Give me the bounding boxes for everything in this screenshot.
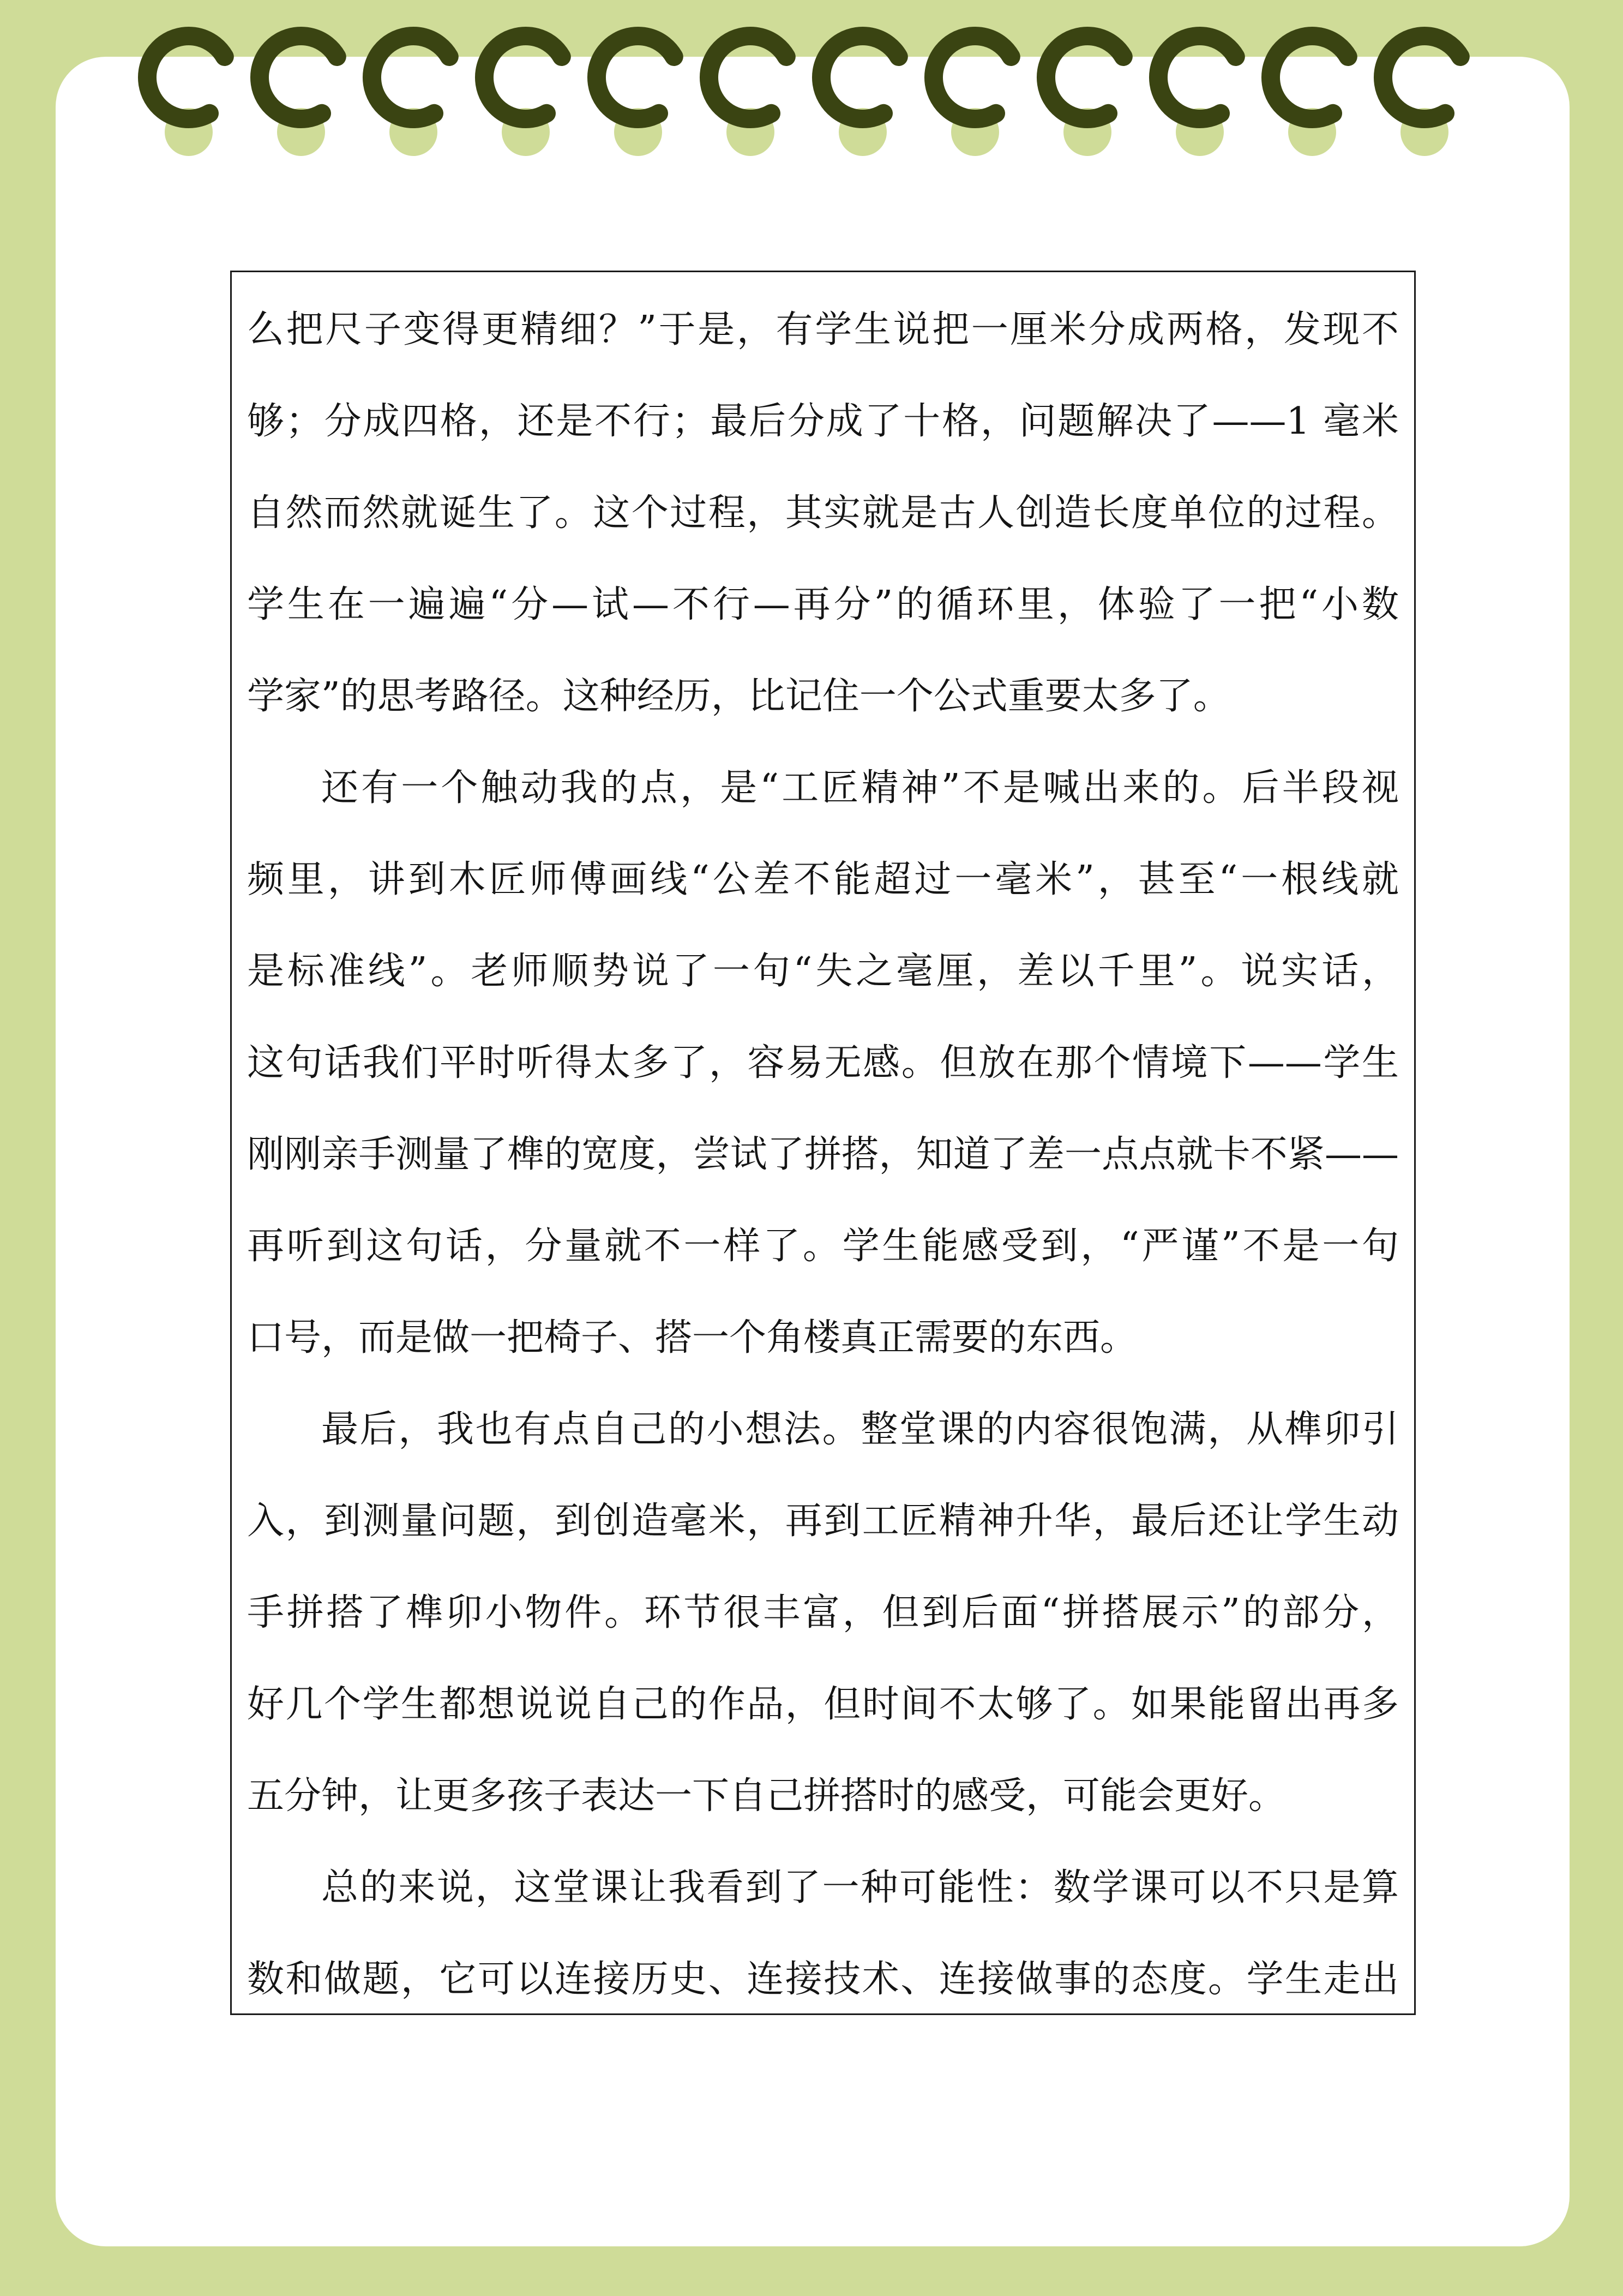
spiral-ring-icon: [1271, 36, 1348, 119]
text-line: 学生在一遍遍“分—试—不行—再分”的循环里，体验了一把“小数: [247, 583, 1399, 626]
paragraph-start-line: 还有一个触动我的点，是“工匠精神”不是喊出来的。后半段视: [321, 766, 1399, 810]
spiral-ring-icon: [597, 36, 674, 119]
spiral-ring-icon: [484, 36, 562, 119]
text-line: 学家”的思考路径。这种经历，比记住一个公式重要太多了。: [247, 675, 1230, 718]
spiral-ring-icon: [821, 36, 899, 119]
text-line: 频里，讲到木匠师傅画线“公差不能超过一毫米”，甚至“一根线就: [247, 858, 1399, 901]
paragraph-start-line: 总的来说，这堂课让我看到了一种可能性：数学课可以不只是算: [321, 1866, 1399, 1909]
text-line: 五分钟，让更多孩子表达一下自己拼搭时的感受，可能会更好。: [247, 1775, 1286, 1818]
text-line: 么把尺子变得更精细？”于是，有学生说把一厘米分成两格，发现不: [247, 308, 1399, 351]
text-line: 是标准线”。老师顺势说了一句“失之毫厘，差以千里”。说实话，: [247, 950, 1399, 993]
spiral-ring-icon: [934, 36, 1011, 119]
spiral-binding: [0, 0, 1623, 164]
text-line: 好几个学生都想说说自己的作品，但时间不太够了。如果能留出再多: [247, 1683, 1399, 1726]
spiral-ring-icon: [1158, 36, 1236, 119]
text-frame: [230, 271, 1416, 2015]
text-line: 自然而然就诞生了。这个过程，其实就是古人创造长度单位的过程。: [247, 491, 1399, 535]
paragraph-start-line: 最后，我也有点自己的小想法。整堂课的内容很饱满，从榫卯引: [321, 1408, 1399, 1451]
text-line: 这句话我们平时听得太多了，容易无感。但放在那个情境下——学生: [247, 1041, 1399, 1084]
spiral-ring-icon: [1046, 36, 1123, 119]
spiral-ring-icon: [372, 36, 449, 119]
text-line: 够；分成四格，还是不行；最后分成了十格，问题解决了——1 毫米: [247, 400, 1399, 443]
text-line: 再听到这句话，分量就不一样了。学生能感受到，“严谨”不是一句: [247, 1225, 1399, 1268]
spiral-ring-icon: [147, 36, 225, 119]
text-line: 刚刚亲手测量了榫的宽度，尝试了拼搭，知道了差一点点就卡不紧——: [247, 1133, 1399, 1176]
spiral-ring-icon: [1383, 36, 1460, 119]
text-line: 数和做题，它可以连接历史、连接技术、连接做事的态度。学生走出: [247, 1958, 1399, 2001]
text-line: 口号，而是做一把椅子、搭一个角楼真正需要的东西。: [247, 1316, 1138, 1359]
spiral-ring-icon: [709, 36, 786, 119]
spiral-ring-icon: [260, 36, 337, 119]
text-line: 入，到测量问题，到创造毫米，再到工匠精神升华，最后还让学生动: [247, 1500, 1399, 1543]
text-line: 手拼搭了榫卯小物件。环节很丰富，但到后面“拼搭展示”的部分，: [247, 1591, 1399, 1634]
